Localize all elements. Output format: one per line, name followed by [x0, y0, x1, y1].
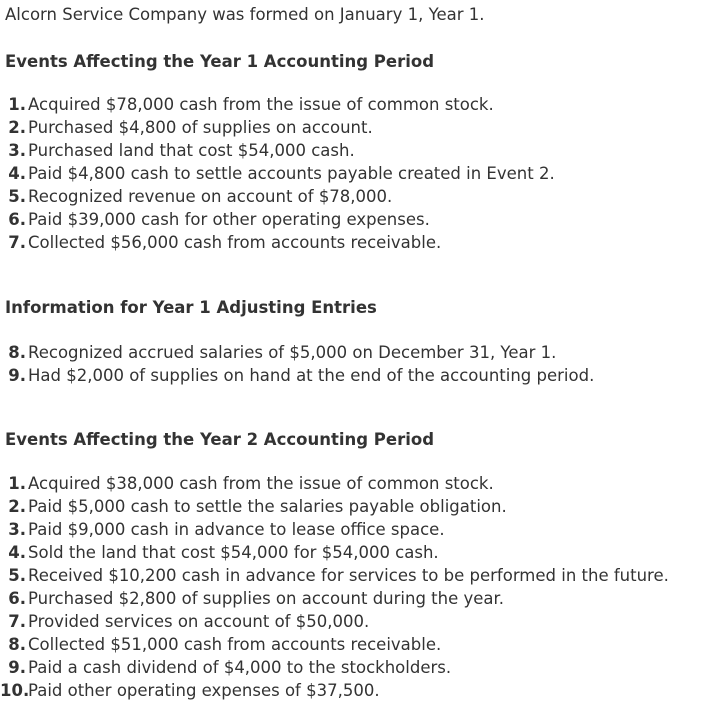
item-text: Recognized revenue on account of $78,000.	[28, 187, 393, 206]
item-text: Acquired $38,000 cash from the issue of common stock.	[28, 474, 494, 493]
list-item	[0, 518, 669, 541]
item-text: Paid $39,000 cash for other operating expenses.	[28, 210, 430, 229]
item-text: Purchased $4,800 of supplies on account.	[28, 118, 373, 137]
item-number: 8.	[8, 635, 26, 654]
list-item	[0, 208, 555, 231]
item-number: 1.	[8, 474, 26, 493]
item-text: Had $2,000 of supplies on hand at the end of the accounting period.	[28, 366, 595, 385]
item-number: 3.	[8, 520, 26, 539]
list-item	[0, 495, 669, 518]
item-text: Received $10,200 cash in advance for services to be performed in the future.	[28, 566, 669, 585]
intro-text: Alcorn Service Company was formed on January 1, Year 1.	[5, 5, 485, 24]
list-item	[0, 679, 669, 702]
list-item	[0, 162, 555, 185]
item-number: 4.	[8, 164, 26, 183]
item-text: Paid a cash dividend of $4,000 to the stockholders.	[28, 658, 452, 677]
list-item	[0, 472, 669, 495]
item-text: Paid $5,000 cash to settle the salaries payable obligation.	[28, 497, 507, 516]
item-number: 10.	[0, 681, 30, 700]
list-item	[0, 116, 555, 139]
list-item	[0, 231, 555, 254]
list-item	[0, 93, 555, 116]
list-item	[0, 185, 555, 208]
item-number: 8.	[8, 343, 26, 362]
item-number: 7.	[8, 233, 26, 252]
section-title-year1-events: Events Affecting the Year 1 Accounting Period	[5, 52, 435, 71]
item-number: 5.	[8, 566, 26, 585]
item-number: 9.	[8, 366, 26, 385]
item-number: 5.	[8, 187, 26, 206]
item-text: Provided services on account of $50,000.	[28, 612, 370, 631]
year2-events-list	[0, 472, 669, 702]
list-item	[0, 139, 555, 162]
item-number: 6.	[8, 589, 26, 608]
item-number: 2.	[8, 118, 26, 137]
year1-events-list	[0, 93, 555, 254]
item-number: 1.	[8, 95, 26, 114]
section-title-year2-events: Events Affecting the Year 2 Accounting Period	[5, 430, 435, 449]
item-text: Recognized accrued salaries of $5,000 on December 31, Year 1.	[28, 343, 557, 362]
list-item	[0, 364, 594, 387]
list-item	[0, 587, 669, 610]
item-text: Acquired $78,000 cash from the issue of common stock.	[28, 95, 494, 114]
item-number: 9.	[8, 658, 26, 677]
list-item	[0, 633, 669, 656]
list-item	[0, 564, 669, 587]
section-title-adjusting-entries: Information for Year 1 Adjusting Entries	[5, 298, 377, 317]
item-text: Sold the land that cost $54,000 for $54,000 cash.	[28, 543, 439, 562]
item-number: 4.	[8, 543, 26, 562]
item-text: Paid $4,800 cash to settle accounts payable created in Event 2.	[28, 164, 555, 183]
item-number: 7.	[8, 612, 26, 631]
list-item	[0, 656, 669, 679]
item-number: 6.	[8, 210, 26, 229]
list-item	[0, 341, 594, 364]
item-number: 3.	[8, 141, 26, 160]
item-text: Paid other operating expenses of $37,500.	[28, 681, 380, 700]
item-number: 2.	[8, 497, 26, 516]
list-item	[0, 610, 669, 633]
item-text: Collected $56,000 cash from accounts receivable.	[28, 233, 442, 252]
item-text: Purchased land that cost $54,000 cash.	[28, 141, 355, 160]
adjusting-entries-list	[0, 341, 594, 387]
item-text: Purchased $2,800 of supplies on account during the year.	[28, 589, 505, 608]
item-text: Collected $51,000 cash from accounts receivable.	[28, 635, 442, 654]
list-item	[0, 541, 669, 564]
item-text: Paid $9,000 cash in advance to lease office space.	[28, 520, 445, 539]
